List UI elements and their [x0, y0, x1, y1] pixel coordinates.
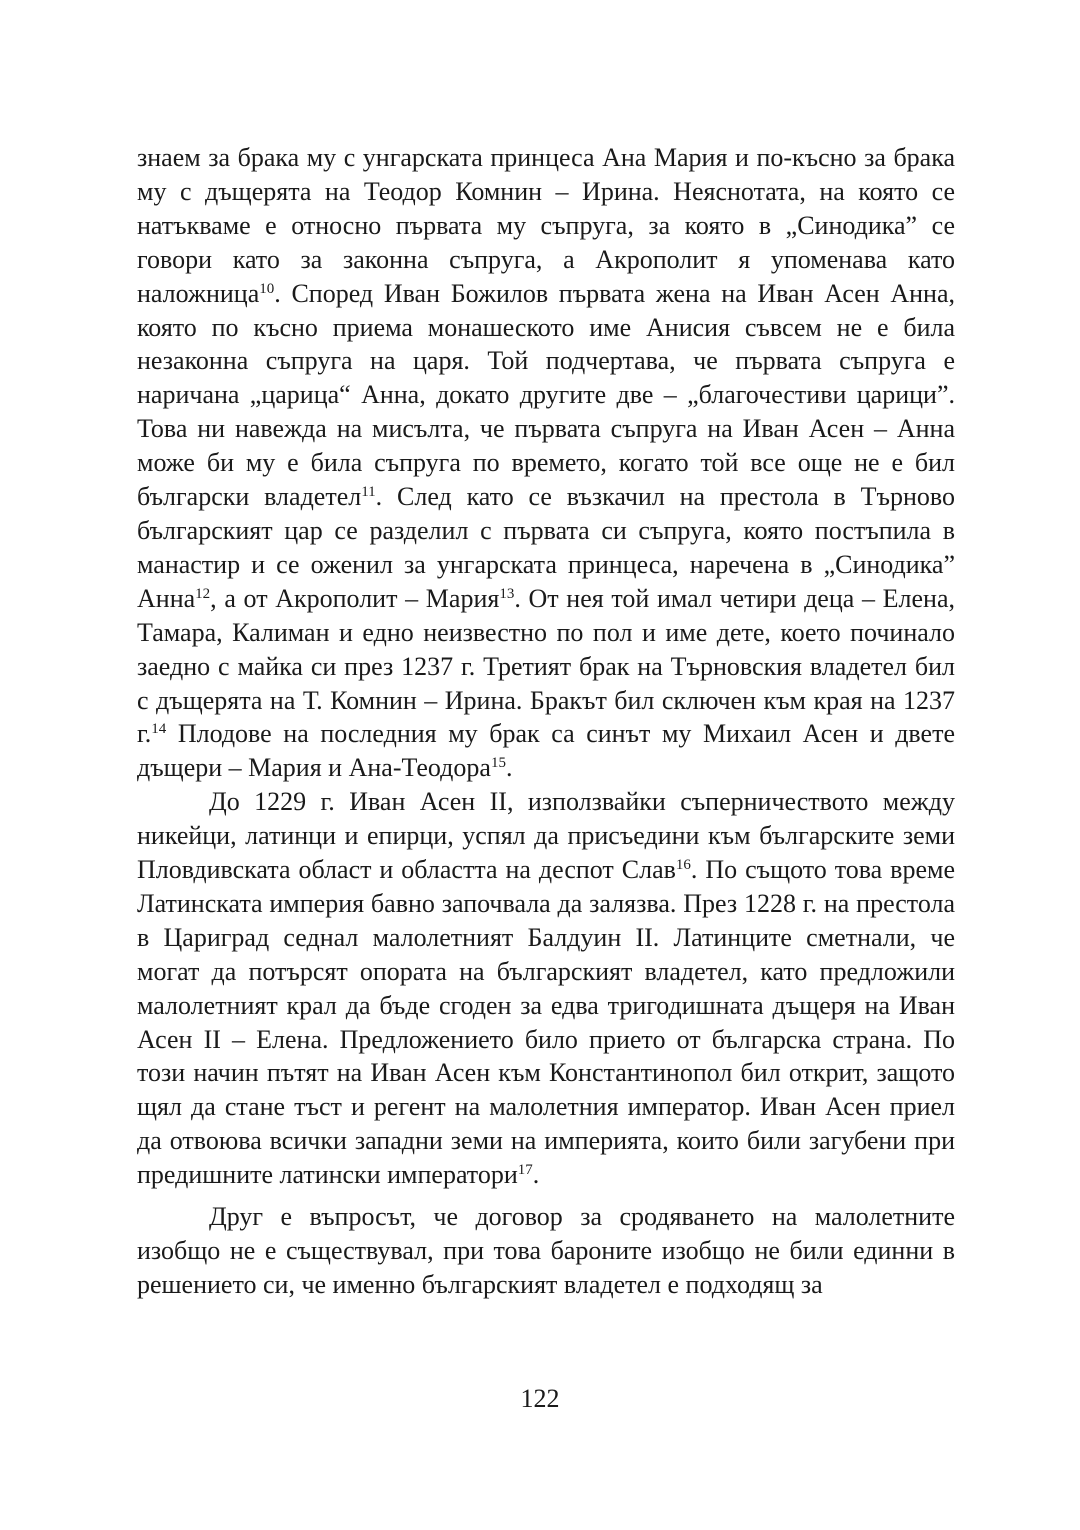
text-run: До 1229 г. Иван Асен II, използвайки съперничеството между никейци, латинци и епирци, успял да присъедини към българските земи Пловдивската област и областта на деспот Слав: [137, 787, 955, 885]
footnote-ref: 12: [195, 585, 211, 602]
text-run: . По същото това време Латинската империя бавно започвала да залязва. През 1228 г. на престола в Цариград седнал малолетният Балдуин II. Латинците сметнали, че могат да потърсят опората на българският владетел, като предложили малолетният крал да бъде сгоден за едва тригодишната дъщеря на Иван Асен II – Елена. Предложението било прието от българска страна. По този начин пътят на Иван Асен към Константинопол бил открит, защото щял да стане тъст и регент на малолетния император. Иван Асен приел да отвоюва всички западни земи на империята, които били загубени при предишните латински императори: [137, 855, 955, 1190]
text-run: . След като се възкачил на престола в Търново българският цар се разделил с първата си съпруга, която постъпила в манастир и се оженил за унгарската принцеса, наречена в „Синодика” Анна: [137, 482, 955, 613]
page-body: [137, 141, 955, 1302]
text-run: .: [505, 753, 513, 783]
footnote-ref: 11: [361, 484, 376, 501]
text-run: . От нея той имал четири деца – Елена, Тамара, Калиман и едно неизвестно по пол и име дете, което починало заедно с майка си през 1237 г. Третият брак на Търновския владетел бил с дъщерята на Т. Комнин – Ирина. Бракът бил сключен към края на 1237 г.: [137, 583, 955, 749]
paragraph: [137, 141, 955, 785]
paragraph: [137, 785, 955, 1192]
text-run: Друг е въпросът, че договор за сродяването на малолетните изобщо не е съществувал, при това бароните изобщо не били единни в решението си, че именно българският владетел е подходящ за: [137, 1202, 955, 1299]
text-run: Плодове на последния му брак са синът му Михаил Асен и двете дъщери – Мария и Ана-Теодора: [137, 719, 955, 783]
footnote-ref: 14: [151, 721, 167, 738]
paragraph: [137, 1200, 955, 1302]
text-run: . Според Иван Божилов първата жена на Иван Асен Анна, която по късно приема монашеското име Анисия съвсем не е била незаконна съпруга на царя. Той подчертава, че първата съпруга е наричана „царица“ Анна, докато другите две – „благочестиви царици”. Това ни навежда на мисълта, че първата съпруга на Иван Асен – Анна може би му е била съпруга по времето, когато той все още не е бил български владетел: [137, 278, 955, 512]
text-run: знаем за брака му с унгарската принцеса Ана Мария и по-късно за брака му с дъщерята на Теодор Комнин – Ирина. Неяснотата, на която се натъкваме е относно първата му съпруга, за която в „Синодика” се говори като за законна съпруга, а Акрополит я упоменава като наложница: [137, 143, 955, 308]
text-run: , а от Акрополит – Мария: [210, 583, 500, 613]
footnote-ref: 15: [490, 755, 506, 772]
footnote-ref: 16: [675, 857, 691, 874]
page-number: 122: [520, 1384, 560, 1413]
footnote-ref: 17: [517, 1162, 533, 1179]
footnote-ref: 10: [259, 280, 275, 297]
text-run: .: [532, 1160, 540, 1190]
footnote-ref: 13: [499, 585, 515, 602]
